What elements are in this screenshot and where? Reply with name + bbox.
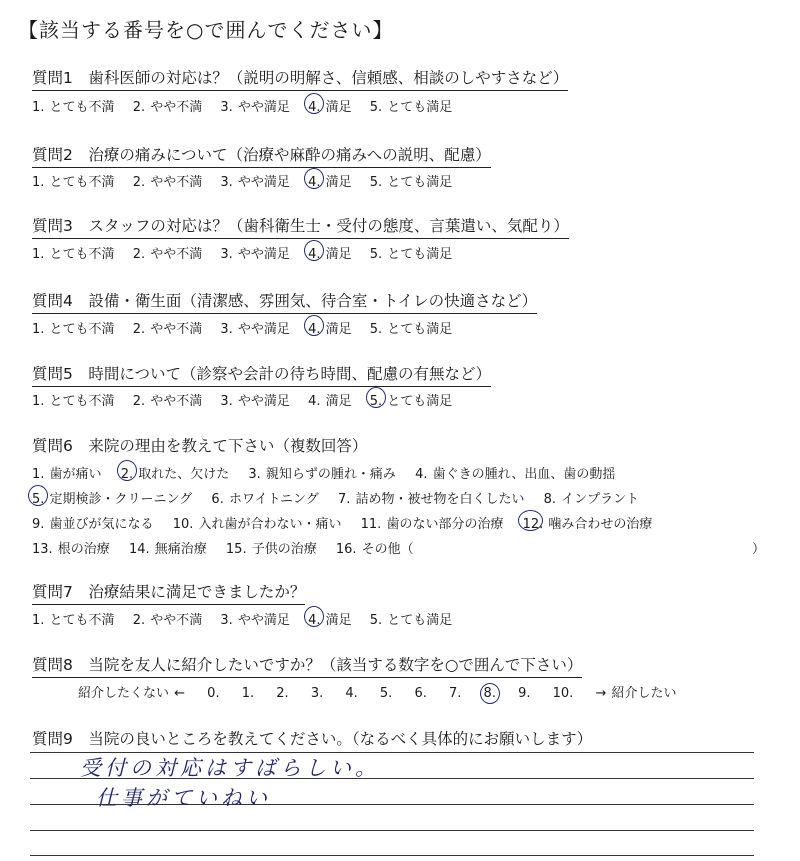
question-5-options — [32, 390, 465, 409]
q3-option-5[interactable]: 5. とても満足 — [369, 247, 453, 262]
q8-scale-5[interactable]: 5. — [379, 686, 393, 701]
q8-scale-0[interactable]: 0. — [207, 686, 220, 701]
q3-option-2[interactable]: 2. やや不満 — [132, 247, 203, 262]
q6-reason-12-circled[interactable]: 12. 噛み合わせの治療 — [523, 513, 653, 532]
q8-scale-9[interactable]: 9. — [518, 686, 531, 701]
q6-reason-8[interactable]: 8. インプラント — [543, 492, 640, 507]
q8-scale-1[interactable]: 1. — [241, 686, 255, 701]
q3-option-1[interactable]: 1. とても不満 — [32, 247, 115, 262]
question-7-options — [32, 609, 465, 628]
q1-option-5[interactable]: 5. とても満足 — [369, 100, 453, 115]
q6-row-1 — [32, 463, 629, 482]
q6-reason-6[interactable]: 6. ホワイトニング — [211, 492, 319, 507]
q3-option-3[interactable]: 3. やや満足 — [220, 247, 290, 262]
question-3-options — [32, 243, 465, 262]
answer-rule-4 — [30, 830, 754, 831]
question-2-options — [32, 171, 465, 190]
q6-reason-2-circled[interactable]: 2. 取れた、欠けた — [121, 463, 230, 482]
question-1-title: 質問1 歯科医師の対応は？（説明の明解さ、信頼感、相談のしやすさなど） — [32, 66, 568, 91]
q5-option-4[interactable]: 4. 満足 — [308, 394, 352, 409]
question-4-title: 質問4 設備・衛生面（清潔感、雰囲気、待合室・トイレの快適さなど） — [32, 289, 537, 314]
q2-option-1[interactable]: 1. とても不満 — [32, 175, 115, 190]
q2-option-4-circled[interactable]: 4. 満足 — [308, 171, 352, 190]
q7-option-1[interactable]: 1. とても不満 — [32, 613, 115, 628]
q2-option-5[interactable]: 5. とても満足 — [369, 175, 453, 190]
q8-scale-10[interactable]: 10. — [552, 686, 574, 701]
q9-handwritten-answer-1[interactable]: 受付の対応はすばらしい。 — [80, 756, 380, 780]
q6-reason-11[interactable]: 11. 歯のない部分の治療 — [360, 517, 504, 532]
question-1-options — [32, 96, 465, 115]
q8-scale-4[interactable]: 4. — [345, 686, 358, 701]
q6-reason-1[interactable]: 1. 歯が痛い — [32, 467, 102, 482]
q2-option-3[interactable]: 3. やや満足 — [220, 175, 290, 190]
question-3-title: 質問3 スタッフの対応は？（歯科衛生士・受付の態度、言葉遣い、気配り） — [32, 214, 569, 239]
question-8-title: 質問8 当院を友人に紹介したいですか？（該当する数字を○で囲んで下さい） — [32, 653, 582, 678]
q8-left-label: 紹介したくない ← — [78, 686, 186, 701]
q2-option-2[interactable]: 2. やや不満 — [132, 175, 203, 190]
q6-reason-5-circled[interactable]: 5. 定期検診・クリーニング — [32, 488, 192, 507]
q6-reason-3[interactable]: 3. 親知らずの腫れ・痛み — [248, 467, 396, 482]
q4-option-1[interactable]: 1. とても不満 — [32, 322, 115, 337]
q8-scale-7[interactable]: 7. — [449, 686, 462, 701]
q6-row-4 — [32, 538, 428, 557]
q4-option-5[interactable]: 5. とても満足 — [369, 322, 453, 337]
q6-row-3 — [32, 513, 666, 532]
page-title: 【該当する番号を○で囲んでください】 — [18, 18, 394, 42]
q1-option-1[interactable]: 1. とても不満 — [32, 100, 115, 115]
q6-reason-13[interactable]: 13. 根の治療 — [32, 542, 110, 557]
q6-reason-4[interactable]: 4. 歯ぐきの腫れ、出血、歯の動揺 — [415, 467, 616, 482]
q6-other-close-paren: ） — [752, 542, 766, 557]
q7-option-4-circled[interactable]: 4. 満足 — [308, 609, 352, 628]
q4-option-3[interactable]: 3. やや満足 — [220, 322, 290, 337]
q5-option-1[interactable]: 1. とても不満 — [32, 394, 115, 409]
q6-row-2 — [32, 488, 653, 507]
q8-scale-6[interactable]: 6. — [414, 686, 427, 701]
q8-scale-2[interactable]: 2. — [276, 686, 289, 701]
question-9-title: 質問9 当院の良いところを教えてください。（なるべく具体的にお願いします） — [32, 730, 593, 748]
q1-option-2[interactable]: 2. やや不満 — [132, 100, 203, 115]
q6-reason-15[interactable]: 15. 子供の治療 — [225, 542, 317, 557]
q8-scale-3[interactable]: 3. — [310, 686, 324, 701]
q8-scale-8-circled[interactable]: 8. — [483, 686, 496, 701]
q5-option-2[interactable]: 2. やや不満 — [132, 394, 203, 409]
q9-handwritten-answer-2[interactable]: 仕事がていねい — [96, 786, 271, 810]
q7-option-2[interactable]: 2. やや不満 — [132, 613, 203, 628]
q8-right-label: → 紹介したい — [595, 686, 677, 701]
question-6-title: 質問6 来院の理由を教えて下さい（複数回答） — [32, 437, 368, 455]
q5-option-5-circled[interactable]: 5. とても満足 — [370, 390, 453, 409]
question-2-title: 質問2 治療の痛みについて（治療や麻酔の痛みへの説明、配慮） — [32, 143, 491, 168]
question-5-title: 質問5 時間について（診察や会計の待ち時間、配慮の有無など） — [32, 362, 491, 387]
q6-reason-16[interactable]: 16. その他（ — [335, 542, 414, 557]
answer-rule-5 — [30, 855, 754, 856]
q6-reason-7[interactable]: 7. 詰め物・被せ物を白くしたい — [337, 492, 525, 507]
q1-option-3[interactable]: 3. やや満足 — [220, 100, 290, 115]
question-4-options — [32, 318, 465, 337]
q7-option-5[interactable]: 5. とても満足 — [369, 613, 453, 628]
q5-option-3[interactable]: 3. やや満足 — [220, 394, 290, 409]
q6-reason-14[interactable]: 14. 無痛治療 — [128, 542, 207, 557]
q7-option-3[interactable]: 3. やや満足 — [220, 613, 290, 628]
question-7-title: 質問7 治療結果に満足できましたか？ — [32, 580, 305, 605]
q1-option-4-circled[interactable]: 4. 満足 — [308, 96, 352, 115]
q4-option-4-circled[interactable]: 4. 満足 — [308, 318, 352, 337]
q8-scale — [78, 682, 694, 701]
q3-option-4-circled[interactable]: 4. 満足 — [308, 243, 352, 262]
q4-option-2[interactable]: 2. やや不満 — [132, 322, 203, 337]
q6-reason-9[interactable]: 9. 歯並びが気になる — [32, 517, 154, 532]
q6-reason-10[interactable]: 10. 入れ歯が合わない・痛い — [172, 517, 342, 532]
